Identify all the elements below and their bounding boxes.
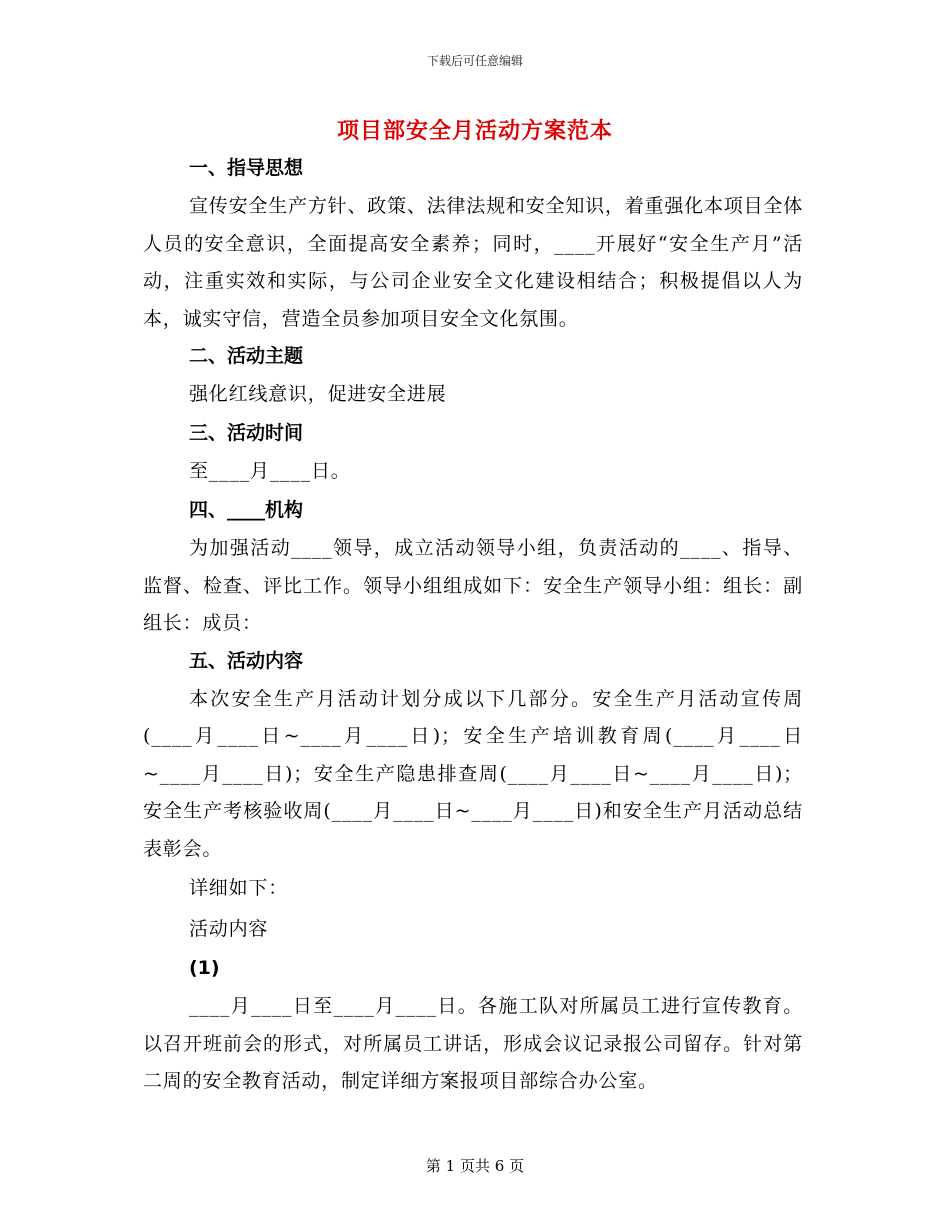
item-paragraph: ____月____日至____月____日。各施工队对所属员工进行宣传教育。以召开班前会的形式，对所属员工讲话，形成会议记录报公司留存。针对第二周的安全教育活动，制定详细方案报项目部综合办公室。	[143, 995, 803, 1092]
header-note: 下载后可任意编辑	[426, 54, 523, 68]
section-paragraph: 至____月____日。	[189, 460, 351, 482]
item-number: (1)	[189, 957, 220, 979]
section-paragraph: 本次安全生产月活动计划分成以下几部分。安全生产月活动宣传周(____月____日~____月____日)；安全生产培训教育周(____月____日~____月____日)；安全生产隐患排查周(____月____日~____月____日)；安全生产考核验收周(____月____日~____月____日)和安全生产月活动总结表彰会。	[143, 687, 803, 860]
section-heading-time: 三、活动时间	[189, 422, 304, 444]
detail-line: 详细如下：	[189, 877, 289, 899]
section-paragraph: 强化红线意识，促进安全进展	[189, 383, 447, 405]
section-heading-organization: 四、____机构	[189, 499, 304, 521]
section-paragraph: 为加强活动____领导，成立活动领导小组，负责活动的____、指导、监督、检查、评比工作。领导小组组成如下：安全生产领导小组：组长：副组长：成员：	[143, 537, 803, 634]
section-paragraph: 宣传安全生产方针、政策、法律法规和安全知识，着重强化本项目全体人员的安全意识，全面提高安全素养；同时，____开展好“安全生产月”活动，注重实效和实际，与公司企业安全文化建设相结合；积极提倡以人为本，诚实守信，营造全员参加项目安全文化氛围。	[143, 195, 803, 330]
detail-line: 活动内容	[189, 918, 269, 940]
page-footer: 第 1 页共 6 页	[425, 1157, 525, 1175]
section-heading-content: 五、活动内容	[189, 649, 304, 672]
section-heading-theme: 二、活动主题	[189, 345, 304, 367]
document-title: 项目部安全月活动方案范本	[336, 119, 613, 144]
document-body	[143, 152, 803, 1103]
section-heading-guiding-ideology: 一、指导思想	[189, 157, 304, 179]
